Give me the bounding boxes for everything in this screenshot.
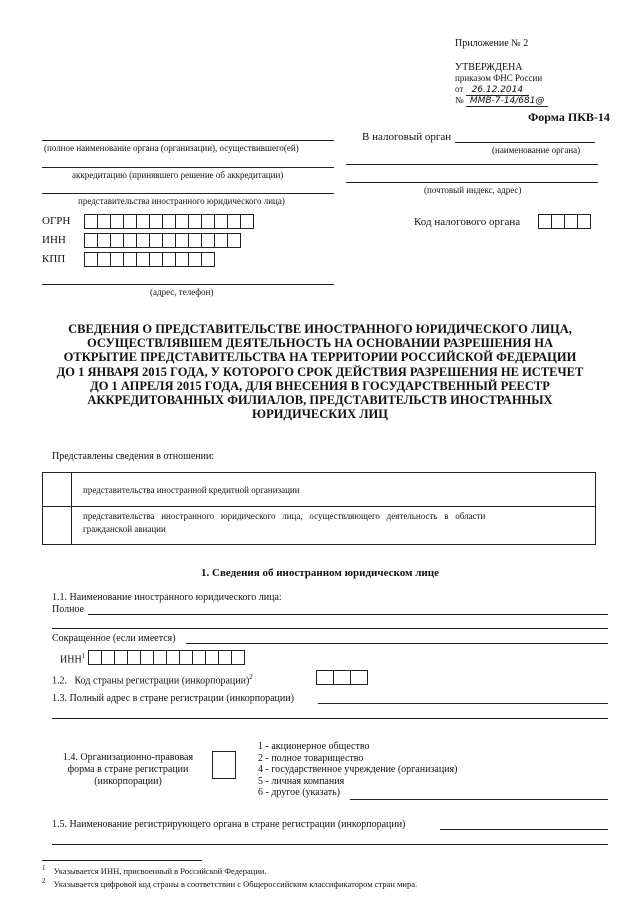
- inn-label: [60, 652, 85, 665]
- legal-form-other-line[interactable]: [350, 799, 608, 800]
- ogrn-cells[interactable]: [84, 214, 254, 229]
- footnote-1-number: 1: [42, 864, 46, 872]
- option2-text-line2: гражданской авиации: [83, 524, 166, 534]
- legal-form-option: 4 - государственное учреждение (организация): [258, 764, 458, 776]
- number-prefix: №: [455, 95, 464, 105]
- kpp-cells[interactable]: [84, 252, 215, 267]
- short-name-line[interactable]: [186, 643, 608, 644]
- full-name-line-2[interactable]: [52, 628, 608, 629]
- appendix-number: Приложение № 2: [455, 38, 529, 49]
- form-name: Форма ПКВ-14: [528, 110, 610, 124]
- footnote-separator: [42, 860, 202, 861]
- title-line: АККРЕДИТОВАННЫХ ФИЛИАЛОВ, ПРЕДСТАВИТЕЛЬСТВ ИНОСТРАННЫХ: [87, 393, 553, 408]
- legal-form-label-line: (инкорпорации): [94, 776, 162, 787]
- full-name-line[interactable]: [88, 614, 608, 615]
- rep-line: [42, 193, 334, 194]
- title-line: СВЕДЕНИЯ О ПРЕДСТАВИТЕЛЬСТВЕ ИНОСТРАННОГО ЮРИДИЧЕСКОГО ЛИЦА,: [68, 322, 572, 336]
- order-label: приказом ФНС России: [455, 73, 543, 83]
- option1-text: представительства иностранной кредитной организации: [83, 485, 300, 495]
- inn-label-top: ИНН: [42, 234, 66, 246]
- title-line: ОТКРЫТИЕ ПРЕДСТАВИТЕЛЬСТВА НА ТЕРРИТОРИИ РОССИЙСКОЙ ФЕДЕРАЦИИ: [63, 350, 577, 365]
- order-date: [455, 84, 529, 95]
- ogrn-label: ОГРН: [42, 215, 71, 227]
- accr-caption: аккредитацию (принявшего решение об аккредитации): [72, 170, 284, 180]
- title-line: ДО 1 ЯНВАРЯ 2015 ГОДА, У КОТОРОГО СРОК ДЕЙСТВИЯ РАЗРЕШЕНИЯ НЕ ИСТЕЧЕТ: [56, 364, 584, 379]
- order-number-value: ММВ-7-14/681@: [466, 96, 549, 107]
- title-line: ДО 1 АПРЕЛЯ 2015 ГОДА, ДЛЯ ВНЕСЕНИЯ В ГОСУДАРСТВЕННЫЙ РЕЕСТР: [90, 378, 550, 393]
- legal-form-option: 2 - полное товарищество: [258, 752, 364, 764]
- date-prefix: от: [455, 84, 464, 94]
- tax-authority-caption: (наименование органа): [492, 145, 581, 155]
- option2-text-line1: представительства иностранного юридического лица, осуществляющего деятельность в области: [83, 511, 486, 521]
- short-name-label: Сокращенное (если имеется): [52, 633, 176, 644]
- document-title: [40, 322, 600, 421]
- kpp-label: КПП: [42, 253, 66, 265]
- registering-body-label: 1.5. Наименование регистрирующего органа в стране регистрации (инкорпорации): [52, 819, 406, 830]
- legal-form-options: [258, 741, 457, 799]
- section1-heading: 1. Сведения об иностранном юридическом лице: [201, 567, 439, 579]
- address-caption: (адрес, телефон): [150, 287, 214, 297]
- address-in-country-line[interactable]: [318, 703, 608, 704]
- footnote-2-number: 2: [42, 877, 46, 885]
- presented-label: Представлены сведения в отношении:: [52, 451, 215, 462]
- registering-body-line-2[interactable]: [52, 844, 608, 845]
- inn-footnote-ref: 1: [81, 652, 86, 660]
- rep-caption: представительства иностранного юридического лица): [78, 196, 285, 206]
- postal-line: [346, 182, 598, 183]
- accr-line: [42, 167, 334, 168]
- tax-code-label: Код налогового органа: [414, 216, 521, 228]
- presented-table: [42, 472, 596, 545]
- inn-label-text: ИНН: [60, 654, 82, 666]
- country-code-cells[interactable]: [316, 670, 368, 685]
- country-code-text: 1.2. Код страны регистрации (инкорпорации): [52, 675, 250, 687]
- country-code-label: [52, 673, 253, 686]
- full-name-label: Полное: [52, 604, 84, 615]
- org-line: [42, 140, 334, 141]
- footnote-1: [42, 864, 267, 876]
- address-in-country-label: 1.3. Полный адрес в стране регистрации (инкорпорации): [52, 693, 294, 704]
- legal-form-option: 6 - другое (указать): [258, 787, 341, 799]
- order-date-value: 26.12.2014: [466, 85, 530, 96]
- legal-form-option: 1 - акционерное общество: [258, 741, 370, 752]
- title-line: ОСУЩЕСТВЛЯВШЕМ ДЕЯТЕЛЬНОСТЬ НА ОСНОВАНИИ РАЗРЕШЕНИЯ НА: [86, 336, 554, 351]
- legal-form-code-box[interactable]: [212, 751, 236, 779]
- footnote-2-text: Указывается цифровой код страны в соответствии с Общероссийским классификатором стран мира.: [53, 878, 418, 889]
- org-caption: (полное наименование органа (организации), осуществившего(ей): [44, 143, 299, 153]
- tax-authority-label: В налоговый орган: [362, 131, 452, 143]
- registering-body-line[interactable]: [440, 829, 608, 830]
- postal-caption: (почтовый индекс, адрес): [424, 185, 522, 195]
- inn-cells-top[interactable]: [84, 233, 241, 248]
- name-label: 1.1. Наименование иностранного юридического лица:: [52, 592, 282, 603]
- footnote-1-text: Указывается ИНН, присвоенный в Российской Федерации.: [53, 865, 267, 876]
- footnote-2: [42, 877, 417, 889]
- presented-table-divider: [71, 473, 72, 544]
- title-line: ЮРИДИЧЕСКИХ ЛИЦ: [252, 407, 388, 422]
- legal-form-label-line: форма в стране регистрации: [67, 764, 189, 775]
- address-in-country-line-2[interactable]: [52, 718, 608, 719]
- tax-authority-line-2: [346, 164, 598, 165]
- option2-checkbox[interactable]: [43, 507, 71, 545]
- approved-label: УТВЕРЖДЕНА: [455, 62, 523, 73]
- order-number: [455, 95, 548, 106]
- legal-form-label-line: 1.4. Организационно-правовая: [62, 752, 194, 763]
- inn-cells[interactable]: [88, 650, 245, 665]
- legal-form-option: 5 - личная компания: [258, 775, 345, 787]
- country-code-footnote-ref: 2: [249, 673, 253, 681]
- tax-code-cells[interactable]: [538, 214, 591, 229]
- address-line: [42, 284, 334, 285]
- legal-form-label: [52, 752, 204, 788]
- option1-checkbox[interactable]: [43, 473, 71, 506]
- tax-authority-line-1: [455, 142, 595, 143]
